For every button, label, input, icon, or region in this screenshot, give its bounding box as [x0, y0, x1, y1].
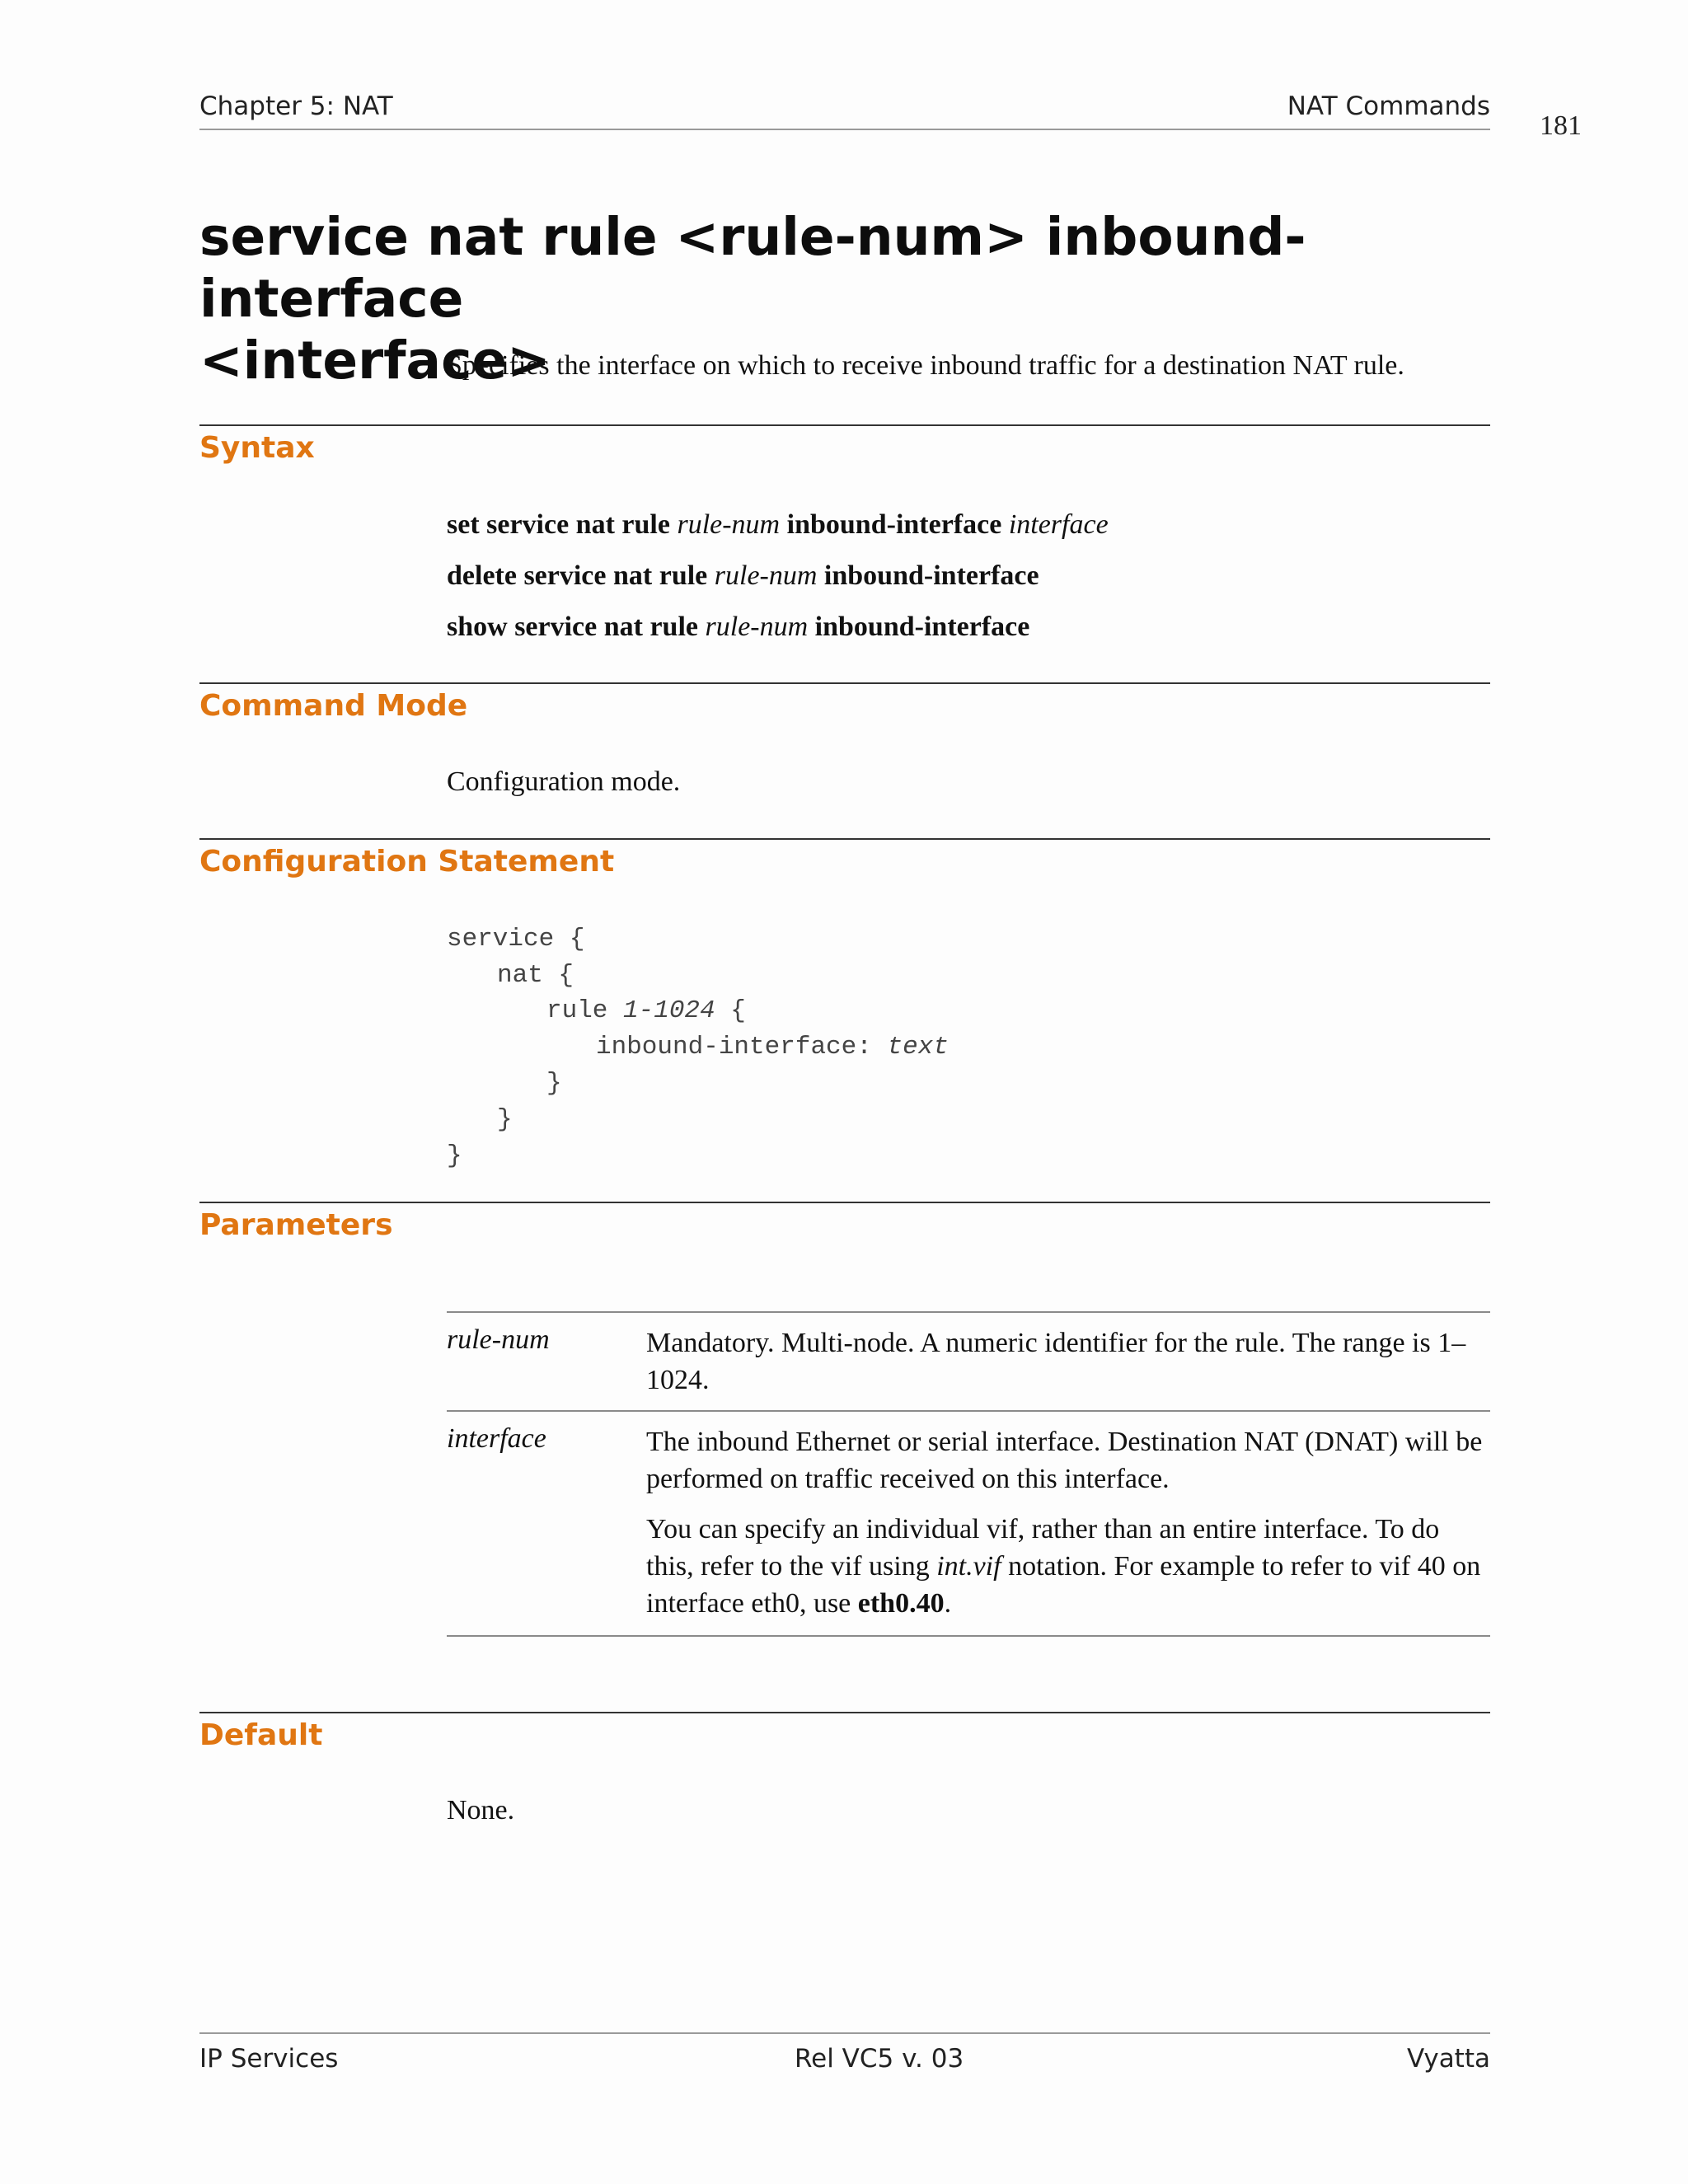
syntax-argument: interface	[1008, 509, 1109, 540]
command-mode-heading: Command Mode	[199, 689, 468, 723]
command-mode-text: Configuration mode.	[447, 766, 681, 797]
syntax-command: delete service nat rule	[447, 560, 708, 591]
parameter-name: interface	[447, 1423, 546, 1454]
text-run: .	[944, 1588, 952, 1619]
code-line: }	[497, 1105, 513, 1134]
config-statement-heading: Configuration Statement	[199, 845, 615, 879]
code-line	[596, 1033, 949, 1062]
text-run: notation. For example to refer to vif 40 on interface eth0, use	[646, 1551, 1481, 1619]
table-bottom-rule	[447, 1635, 1490, 1637]
default-text: None.	[447, 1795, 515, 1825]
syntax-heading: Syntax	[199, 431, 315, 465]
footer-book-title: IP Services	[199, 2044, 339, 2074]
chapter-title: Chapter 5: NAT	[199, 91, 393, 121]
table-row	[447, 1410, 1490, 1630]
running-header	[199, 89, 1490, 130]
code-line: }	[546, 1069, 562, 1098]
page-number: 181	[1540, 110, 1582, 141]
syntax-line-set	[447, 509, 1109, 541]
parameter-description-paragraph: The inbound Ethernet or serial interface. Destination NAT (DNAT) will be performed on traffic received on this interface.	[646, 1427, 1483, 1494]
syntax-command: set service nat rule	[447, 509, 670, 540]
text-run-bold: eth0.40	[857, 1588, 945, 1619]
syntax-argument: rule-num	[714, 560, 818, 591]
syntax-keyword: inbound-interface	[814, 612, 1030, 642]
syntax-keyword: inbound-interface	[786, 509, 1002, 540]
running-footer	[199, 2032, 1490, 2075]
code-argument: text	[887, 1033, 949, 1062]
section-divider	[199, 424, 1490, 426]
section-divider	[199, 838, 1490, 840]
code-keyword: rule	[546, 996, 624, 1025]
code-line	[546, 996, 746, 1025]
section-divider	[199, 682, 1490, 684]
code-keyword: inbound-interface:	[596, 1033, 888, 1062]
text-run-italic: int.vif	[936, 1551, 1001, 1582]
syntax-argument: rule-num	[677, 509, 781, 540]
syntax-line-delete	[447, 560, 1039, 592]
default-heading: Default	[199, 1718, 323, 1752]
code-argument: 1-1024	[623, 996, 715, 1025]
code-line: nat {	[497, 961, 574, 990]
code-brace: {	[715, 996, 746, 1025]
parameter-description-paragraph	[646, 1511, 1487, 1622]
footer-release: Rel VC5 v. 03	[795, 2044, 964, 2074]
text-run: You can specify an individual vif, rather than an entire interface. To do this, refer to the vif using	[646, 1514, 1440, 1582]
parameters-heading: Parameters	[199, 1208, 393, 1242]
section-title: NAT Commands	[1287, 91, 1490, 121]
parameter-name: rule-num	[447, 1324, 550, 1355]
syntax-keyword: inbound-interface	[823, 560, 1039, 591]
parameter-description: Mandatory. Multi-node. A numeric identifier for the rule. The range is 1–1024.	[646, 1328, 1466, 1395]
section-divider	[199, 1712, 1490, 1713]
code-line: }	[447, 1141, 462, 1170]
syntax-command: show service nat rule	[447, 612, 699, 642]
table-row	[447, 1311, 1490, 1412]
syntax-line-show	[447, 612, 1029, 643]
syntax-argument: rule-num	[705, 612, 809, 642]
section-divider	[199, 1202, 1490, 1203]
code-line: service {	[447, 925, 585, 954]
command-description: Specifies the interface on which to receive inbound traffic for a destination NAT rule.	[447, 350, 1404, 381]
parameter-description	[646, 1423, 1487, 1635]
footer-company: Vyatta	[1406, 2044, 1490, 2074]
page-title-line-2: <interface>	[199, 330, 551, 391]
page-title-line-1: service nat rule <rule-num> inbound-interface	[199, 207, 1306, 329]
